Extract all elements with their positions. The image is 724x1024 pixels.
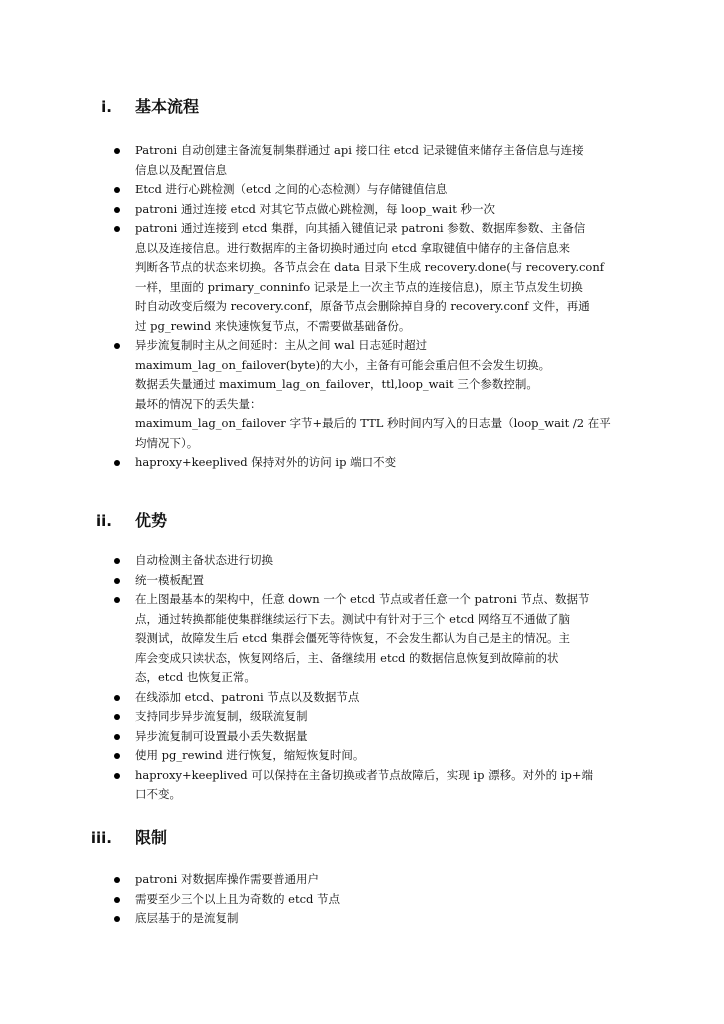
bullet-icon bbox=[114, 187, 120, 193]
list-item: Etcd 进行心跳检测（etcd 之间的心态检测）与存储键值信息 bbox=[135, 180, 615, 200]
section-number: i. bbox=[101, 98, 112, 116]
bullet-icon bbox=[114, 773, 120, 779]
section-number: ii. bbox=[96, 512, 112, 530]
bullet-icon bbox=[114, 916, 120, 922]
list-item: patroni 通过连接 etcd 对其它节点做心跳检测，每 loop_wait 秒一次 bbox=[135, 200, 615, 220]
section-limitations bbox=[0, 826, 724, 929]
section-heading bbox=[0, 95, 724, 125]
list-item: Patroni 自动创建主备流复制集群通过 api 接口往 etcd 记录键值来储存主备信息与连接 信息以及配置信息 bbox=[135, 141, 615, 180]
list-item: 在线添加 etcd、patroni 节点以及数据节点 bbox=[135, 688, 615, 708]
list-item: 统一模板配置 bbox=[135, 571, 615, 591]
list-item: 异步流复制时主从之间延时：主从之间 wal 日志延时超过 maximum_lag_on_failover(byte)的大小，主备有可能会重启但不会发生切换。 数据丢失量通过 maximum_lag_on_failover，ttl,loop_wait 三个参数控制。 最坏的情况下的丢失量： maximum_lag_on_failover 字节+最后的 TTL 秒时间内写入的日志量（loop_wait /2 在平 均情况下）。 bbox=[135, 336, 615, 453]
list-item: 使用 pg_rewind 进行恢复，缩短恢复时间。 bbox=[135, 746, 615, 766]
list-item: 异步流复制可设置最小丢失数据量 bbox=[135, 727, 615, 747]
list-item: patroni 对数据库操作需要普通用户 bbox=[135, 870, 615, 890]
list-item: 自动检测主备状态进行切换 bbox=[135, 551, 615, 571]
bullet-icon bbox=[114, 753, 120, 759]
list-item: haproxy+keeplived 保持对外的访问 ip 端口不变 bbox=[135, 453, 615, 473]
bullet-icon bbox=[114, 714, 120, 720]
bullet-icon bbox=[114, 343, 120, 349]
bullet-icon bbox=[114, 734, 120, 740]
bullet-icon bbox=[114, 597, 120, 603]
section-heading bbox=[0, 509, 724, 539]
list-item: 在上图最基本的架构中，任意 down 一个 etcd 节点或者任意一个 patroni 节点、数据节 点，通过转换都能使集群继续运行下去。测试中有针对于三个 etcd 网络互不通做了脑 裂测试，故障发生后 etcd 集群会僵死等待恢复，不会发生都认为自己是主的情况。主 库会变成只读状态，恢复网络后，主、备继续用 etcd 的数据信息恢复到故障前的状 态，etcd 也恢复正常。 bbox=[135, 590, 615, 688]
bullet-list bbox=[0, 551, 724, 805]
list-item: 支持同步异步流复制，级联流复制 bbox=[135, 707, 615, 727]
list-item: 底层基于的是流复制 bbox=[135, 909, 615, 929]
bullet-icon bbox=[114, 148, 120, 154]
bullet-icon bbox=[114, 207, 120, 213]
section-title: 基本流程 bbox=[135, 97, 200, 116]
section-basic-flow bbox=[0, 95, 724, 473]
section-title: 限制 bbox=[135, 828, 168, 847]
bullet-icon bbox=[114, 695, 120, 701]
list-item: haproxy+keeplived 可以保持在主备切换或者节点故障后，实现 ip 漂移。对外的 ip+端 口不变。 bbox=[135, 766, 615, 805]
bullet-icon bbox=[114, 226, 120, 232]
bullet-icon bbox=[114, 460, 120, 466]
section-title: 优势 bbox=[135, 511, 168, 530]
list-item: patroni 通过连接到 etcd 集群，向其插入键值记录 patroni 参数、数据库参数、主备信 息以及连接信息。进行数据库的主备切换时通过向 etcd 拿取键值中储存的主备信息来 判断各节点的状态来切换。各节点会在 data 目录下生成 recovery.done(与 recovery.conf 一样，里面的 primary_conninfo 记录是上一次主节点的连接信息)，原主节点发生切换 时自动改变后缀为 recovery.conf，原备节点会删除掉自身的 recovery.conf 文件，再通 过 pg_rewind 来快速恢复节点，不需要做基础备份。 bbox=[135, 219, 615, 336]
section-number: iii. bbox=[90, 829, 112, 847]
bullet-icon bbox=[114, 558, 120, 564]
bullet-icon bbox=[114, 877, 120, 883]
list-item: 需要至少三个以上且为奇数的 etcd 节点 bbox=[135, 890, 615, 910]
bullet-list bbox=[0, 870, 724, 929]
bullet-list bbox=[0, 141, 724, 473]
bullet-icon bbox=[114, 578, 120, 584]
bullet-icon bbox=[114, 897, 120, 903]
section-heading bbox=[0, 826, 724, 856]
section-advantages bbox=[0, 509, 724, 805]
